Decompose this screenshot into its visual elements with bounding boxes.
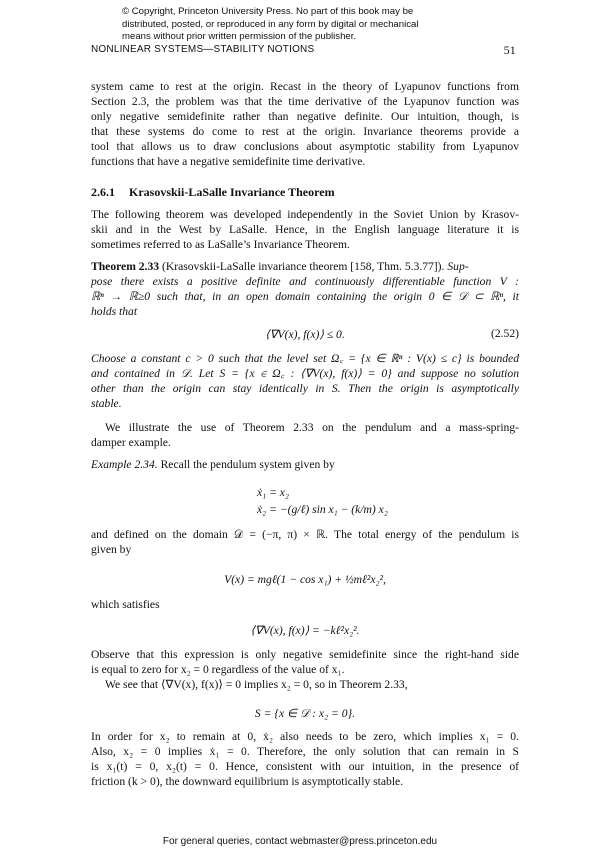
text-line: only negative semidefinite rather than negative definite. Our intuition, though, is <box>91 109 519 123</box>
energy-equation: V(x) = mgℓ(1 − cos x₁) + ½mℓ²x₂², <box>224 573 386 586</box>
observation-paragraph <box>91 648 519 693</box>
pendulum-eq-2: ẋ₂ = −(g/ℓ) sin x₁ − (k/m) x₂ <box>257 503 388 516</box>
text-line: damper example. <box>91 435 171 449</box>
theorem-conclusion <box>91 352 519 412</box>
text-line: system came to rest at the origin. Recast in the theory of Lyapunov functions from <box>91 80 519 93</box>
copyright-line: distributed, posted, or reproduced in any form by digital or mechanical <box>122 18 419 30</box>
text-line: given by <box>91 542 132 556</box>
text-line: is x₁(t) = 0, x₂(t) = 0. Hence, consistent with our intuition, in the presence of <box>91 759 519 773</box>
section-paragraph <box>91 208 519 253</box>
text-line: tool that allows us to draw conclusions about asymptotic stability from Lyapunov <box>91 139 519 153</box>
text-line: and defined on the domain 𝒟 = (−π, π) × ℝ. The total energy of the pendulum is <box>91 528 519 541</box>
page-number: 51 <box>503 43 516 57</box>
text-line <box>91 458 519 473</box>
conclusion-paragraph <box>91 730 519 790</box>
text-line: functions that have a negative semidefinite time derivative. <box>91 154 366 168</box>
text-line: which satisfies <box>91 598 160 611</box>
illustration-paragraph <box>91 421 519 451</box>
footer-contact: For general queries, contact webmaster@press.princeton.edu <box>162 836 438 847</box>
domain-paragraph <box>91 528 519 558</box>
text-line: Observe that this expression is only negative semidefinite since the right-hand side <box>91 648 519 661</box>
text-line: other than the origin can stay identically in S. Then the origin is asymptotically <box>91 381 519 395</box>
theorem-statement <box>91 260 519 320</box>
text-line: is equal to zero for x₂ = 0 regardless of the value of x₁. <box>91 662 345 676</box>
set-equation: S = {x ∈ 𝒟 : x₂ = 0}. <box>254 707 356 720</box>
copyright-line: means without prior written permission of the publisher. <box>122 31 357 43</box>
text-line: ℝⁿ → ℝ≥0 such that, in an open domain containing the origin 0 ∈ 𝒟 ⊂ ℝⁿ, it <box>91 289 519 303</box>
running-head-title: NONLINEAR SYSTEMS—STABILITY NOTIONS <box>91 44 315 55</box>
copyright-line: © Copyright, Princeton University Press. No part of this book may be <box>122 6 414 17</box>
text-span: Recall the pendulum system given by <box>160 458 335 471</box>
text-line <box>91 260 519 275</box>
text-line: We illustrate the use of Theorem 2.33 on the pendulum and a mass-spring- <box>105 421 519 434</box>
intro-paragraph <box>91 80 519 169</box>
example-label: Example 2.34. <box>91 458 158 471</box>
text-line: and contained in 𝒟. Let S = {x ∈ Ω꜀ : ⟨∇V(x), f(x)⟩ = 0} and suppose no solution <box>91 366 519 380</box>
text-line: pose there exists a positive definite and continuously differentiable function V : <box>91 274 519 288</box>
equation-2-52 <box>91 327 519 341</box>
text-line: sometimes referred to as LaSalle’s Invariance Theorem. <box>91 237 350 251</box>
text-span: Sup- <box>447 260 469 273</box>
text-line: that these systems do come to rest at the origin. Invariance theorems provide a <box>91 124 519 138</box>
copyright-notice <box>122 6 482 44</box>
text-line: friction (k > 0), the downward equilibrium is asymptotically stable. <box>91 774 404 788</box>
equation-number: (2.52) <box>490 327 519 340</box>
section-heading <box>91 185 335 200</box>
section-number: 2.6.1 <box>91 185 115 199</box>
example-intro <box>91 458 519 473</box>
pendulum-eq-1: ẋ₁ = x₂ <box>257 486 289 499</box>
text-line: Also, x₂ = 0 implies ẋ₁ = 0. Therefore, the only solution that can remain in S <box>91 744 519 758</box>
running-head <box>91 43 516 57</box>
text-line: In order for x₂ to remain at 0, ẋ₂ also needs to be zero, which implies x₁ = 0. <box>91 730 519 743</box>
section-title: Krasovskii-LaSalle Invariance Theorem <box>129 185 335 199</box>
text-paragraph <box>91 598 519 613</box>
text-line: stable. <box>91 396 122 410</box>
equation-body: ⟨∇V(x), f(x)⟩ ≤ 0. <box>265 328 345 341</box>
derivative-equation: ⟨∇V(x), f(x)⟩ = −kℓ²x₂². <box>250 624 360 637</box>
text-line: Section 2.3, the problem was that the time derivative of the Lyapunov function was <box>91 94 519 108</box>
theorem-citation: (Krasovskii-LaSalle invariance theorem [158, Thm. 5.3.77]). <box>161 260 445 273</box>
theorem-label: Theorem 2.33 <box>91 260 160 273</box>
text-line: The following theorem was developed independently in the Soviet Union by Krasov- <box>91 208 519 221</box>
text-line: skii and in the West by LaSalle. Hence, in the English language literature it is <box>91 222 519 236</box>
text-line: holds that <box>91 304 138 318</box>
text-line: We see that ⟨∇V(x), f(x)⟩ = 0 implies x₂ = 0, so in Theorem 2.33, <box>105 677 408 691</box>
text-line: Choose a constant c > 0 such that the level set Ω꜀ = {x ∈ ℝⁿ : V(x) ≤ c} is bounded <box>91 352 519 365</box>
